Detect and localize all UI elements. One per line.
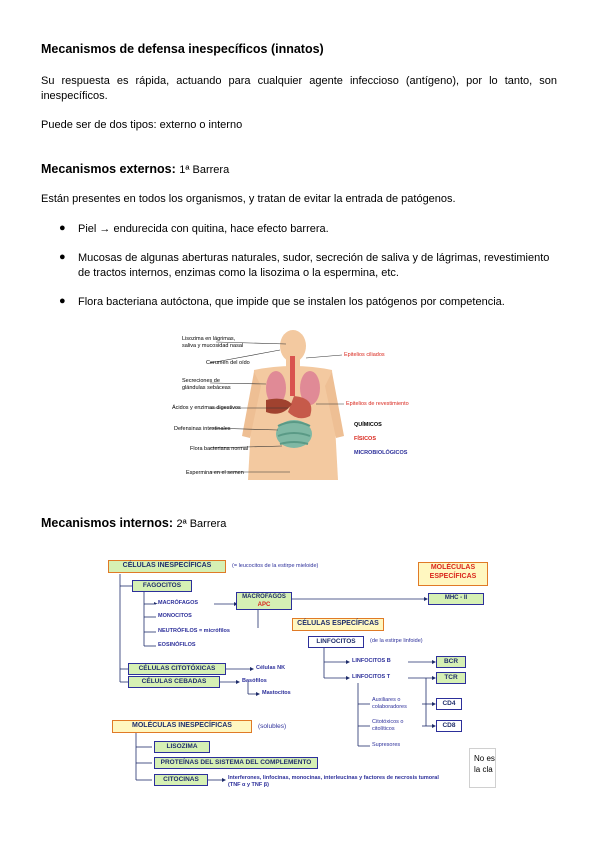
note-leucocitos: (= leucocitos de la estirpe mieloide)	[232, 563, 319, 569]
box-citocinas: CITOCINAS	[154, 774, 208, 786]
label-celulas-nk: Células NK	[256, 665, 286, 671]
bullet-dot: ●	[59, 222, 66, 234]
box-linfocitos: LINFOCITOS	[308, 636, 364, 648]
label-monocitos: MONOCITOS	[158, 613, 192, 619]
bullet-dot: ●	[59, 251, 66, 263]
overlay-note-box	[469, 748, 496, 788]
box-cd4: CD4	[436, 698, 462, 710]
heading-internal-bold: Mecanismos internos:	[41, 516, 173, 530]
label-mastocitos: Mastocitos	[262, 690, 291, 696]
heading-external	[41, 162, 229, 176]
label-defensinas: Defensinas intestinales	[174, 426, 231, 432]
label-linfocitos-b: LINFOCITOS B	[352, 658, 391, 664]
label-eosinofilos: EOSINÓFILOS	[158, 642, 196, 648]
legend-quimicos: QUÍMICOS	[354, 422, 382, 428]
label-espermina: Espermina en el semen	[186, 470, 244, 476]
box-macrofagos-apc	[236, 592, 292, 610]
label-citotoxicos: Citotóxicos o citolíticos	[372, 719, 404, 732]
box-celulas-especificas: CÉLULAS ESPECÍFICAS	[292, 618, 384, 631]
box-cebadas: CÉLULAS CEBADAS	[128, 676, 220, 688]
label-acidos: Ácidos y enzimas digestivos	[172, 405, 241, 411]
paragraph-external: Están presentes en todos los organismos, y tratan de evitar la entrada de patógenos.	[41, 193, 456, 205]
paragraph-types: Puede ser de dos tipos: externo o interno	[41, 119, 243, 131]
label-citocinas-desc: Interferones, linfocinas, monocinas, interleucinas y factores de necrosis tumoral (TNF α y TNF β)	[228, 775, 439, 788]
legend-microbiologicos: MICROBIOLÓGICOS	[354, 450, 408, 456]
box-moleculas-inespecificas: MOLÉCULAS INESPECÍFICAS	[112, 720, 252, 733]
label-linfocitos-t: LINFOCITOS T	[352, 674, 391, 680]
note-solubles: (solubles)	[258, 723, 287, 730]
label-neutrofilos: NEUTRÓFILOS = micrófilos	[158, 628, 230, 634]
bullet-item: Flora bacteriana autóctona, que impide que se instalen los patógenos por competencia.	[78, 296, 505, 308]
bullet-item: Mucosas de algunas aberturas naturales, sudor, secreción de saliva y de lágrimas, revestimiento de tractos internos, enzimas como la lisozima o la espermina, etc.	[78, 252, 550, 279]
label-macrofagos: MACRÓFAGOS	[158, 600, 199, 606]
box-fagocitos: FAGOCITOS	[132, 580, 192, 592]
box-bcr: BCR	[436, 656, 466, 668]
label-lisozima: Lisozima en lágrimas, saliva y mucosidad nasal	[182, 336, 244, 349]
heading-innate-defense: Mecanismos de defensa inespecíficos (innatos)	[41, 42, 324, 56]
label-supresores: Supresores	[372, 742, 401, 748]
immune-cells-diagram	[108, 552, 496, 792]
heading-external-bold: Mecanismos externos:	[41, 162, 176, 176]
box-lisozima: LISOZIMA	[154, 741, 210, 753]
overlay-text-line2: la cla	[474, 765, 493, 774]
label-auxiliares: Auxiliares o colaboradores	[372, 697, 407, 710]
macrofagos-apc-line1: MACRÓFAGOS	[242, 594, 286, 600]
macrofagos-apc-line2: APC	[257, 602, 271, 608]
box-complemento: PROTEÍNAS DEL SISTEMA DEL COMPLEMENTO	[154, 757, 318, 769]
heading-internal	[41, 516, 226, 530]
box-citotoxicas: CÉLULAS CITOTÓXICAS	[128, 663, 226, 675]
label-epitelios-ciliados: Epitelios ciliados	[344, 352, 385, 358]
label-cerumen: Cerumen del oído	[206, 360, 250, 366]
label-flora: Flora bacteriana normal	[190, 446, 249, 452]
heading-internal-normal: 2ª Barrera	[176, 518, 227, 530]
label-basofilos: Basófilos	[242, 678, 267, 684]
note-linfoide: (de la estirpe linfoide)	[370, 638, 423, 644]
box-tcr: TCR	[436, 672, 466, 684]
overlay-text-line1: No es	[474, 754, 495, 763]
heading-external-normal: 1ª Barrera	[179, 164, 230, 176]
box-mhc: MHC - II	[428, 593, 484, 605]
paragraph-response: Su respuesta es rápida, actuando para cualquier agente infeccioso (antígeno), por lo tanto, son inespecíficos.	[41, 75, 557, 102]
box-moleculas-especificas: MOLÉCULAS ESPECÍFICAS	[418, 562, 488, 586]
bullet-dot: ●	[59, 295, 66, 307]
label-secreciones: Secreciones de glándulas sebáceas	[182, 378, 231, 391]
body-barriers-figure	[166, 326, 418, 480]
bullet-item: Piel → endurecida con quitina, hace efecto barrera.	[78, 223, 329, 235]
box-cd8: CD8	[436, 720, 462, 732]
legend-fisicos: FÍSICOS	[354, 436, 377, 442]
box-celulas-inespecificas: CÉLULAS INESPECÍFICAS	[108, 560, 226, 573]
label-epitelios-revestimiento: Epitelios de revestimiento	[346, 401, 409, 407]
